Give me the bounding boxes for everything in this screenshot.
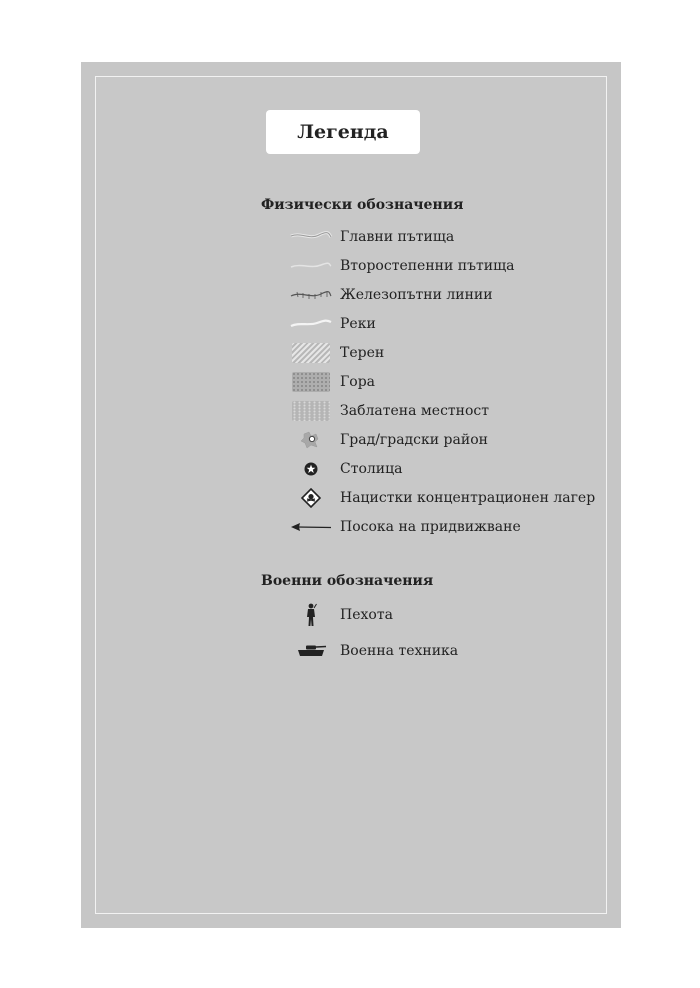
- advance-arrow-icon: [286, 515, 336, 539]
- legend-item-label: Железопътни линии: [340, 287, 493, 303]
- legend-item-label: Главни пътища: [340, 229, 455, 245]
- legend-item-label: Гора: [340, 374, 376, 390]
- tank-icon: [286, 639, 336, 663]
- legend-item-main-roads: [286, 225, 454, 249]
- legend-item-label: Столица: [340, 461, 403, 477]
- legend-item-secondary-roads: [286, 254, 514, 278]
- legend-item-capital: [286, 457, 402, 481]
- legend-item-advance-direction: [286, 515, 521, 539]
- legend-item-swamp: [286, 399, 489, 423]
- page-frame: [81, 62, 621, 928]
- secondary-road-icon: [286, 254, 336, 278]
- legend-item-label: Военна техника: [340, 643, 459, 659]
- capital-icon: [286, 457, 336, 481]
- main-road-icon: [286, 225, 336, 249]
- physical-heading: Физически обозначения: [261, 197, 464, 213]
- legend-item-infantry: [286, 602, 393, 628]
- forest-icon: [286, 370, 336, 394]
- concentration-camp-icon: [286, 486, 336, 510]
- city-icon: [286, 428, 336, 452]
- legend-item-label: Град/градски район: [340, 432, 488, 448]
- legend-item-railways: [286, 283, 493, 307]
- legend-item-city: [286, 428, 488, 452]
- legend-item-label: Второстепенни пътища: [340, 258, 515, 274]
- legend-item-military-equipment: [286, 639, 458, 663]
- military-heading: Военни обозначения: [261, 573, 434, 589]
- legend-panel: [95, 76, 607, 914]
- legend-title: Легенда: [266, 110, 420, 154]
- legend-item-label: Нацистки концентрационен лагер: [340, 490, 596, 506]
- legend-item-label: Пехота: [340, 607, 393, 623]
- legend-item-rivers: [286, 312, 376, 336]
- legend-item-label: Заблатена местност: [340, 403, 490, 419]
- legend-item-terrain: [286, 341, 384, 365]
- legend-item-forest: [286, 370, 375, 394]
- infantry-icon: [286, 602, 336, 628]
- terrain-icon: [286, 341, 336, 365]
- legend-item-concentration-camp: [286, 486, 595, 510]
- legend-item-label: Реки: [340, 316, 376, 332]
- legend-item-label: Посока на придвижване: [340, 519, 521, 535]
- railway-icon: [286, 283, 336, 307]
- river-icon: [286, 312, 336, 336]
- legend-item-label: Терен: [340, 345, 385, 361]
- swamp-icon: [286, 399, 336, 423]
